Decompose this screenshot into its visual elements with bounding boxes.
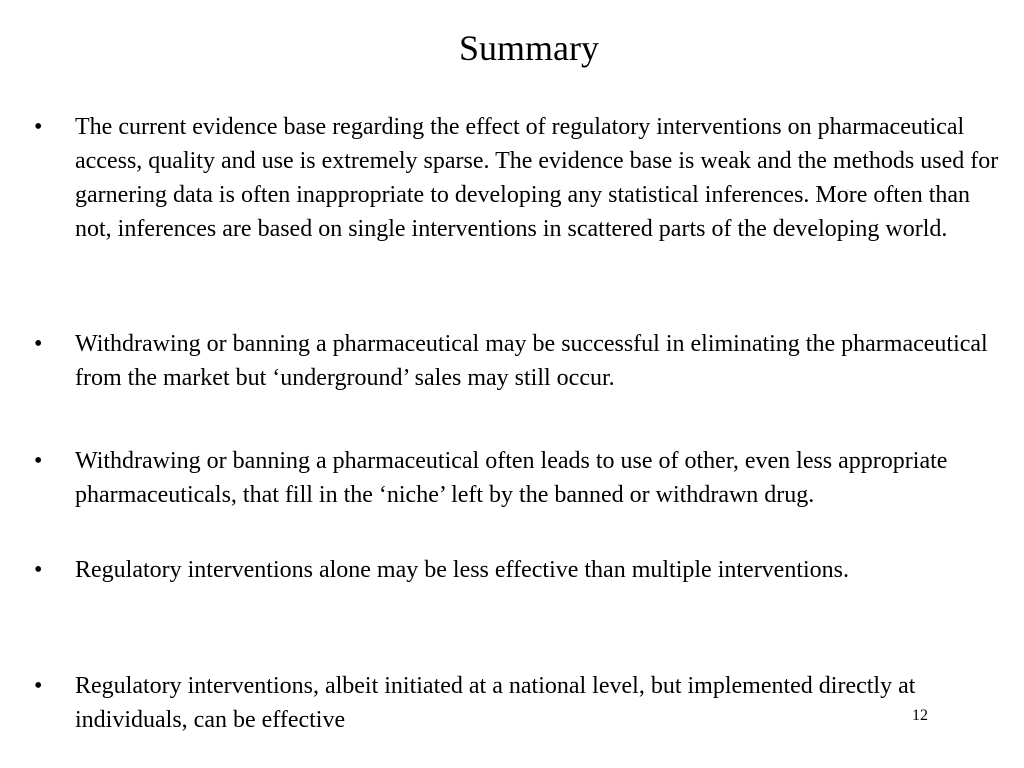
bullet-text: The current evidence base regarding the effect of regulatory interventions on pharmaceutical access, quality and use is extremely sparse. The evidence base is weak and the methods used for garnering data is often inappropriate to developing any statistical inferences. More often than not, inferences are based on single interventions in scattered parts of the developing world.	[75, 114, 999, 242]
bullet-icon: •	[34, 673, 43, 699]
bullet-icon: •	[34, 557, 43, 583]
bullet-icon: •	[34, 331, 43, 357]
bullet-text: Regulatory interventions alone may be less effective than multiple interventions.	[75, 557, 850, 583]
page-number: 12	[912, 707, 928, 724]
bullet-text: Regulatory interventions, albeit initiated at a national level, but implemented directly at individuals, can be effective	[75, 673, 916, 733]
bullet-text: Withdrawing or banning a pharmaceutical often leads to use of other, even less appropriate pharmaceuticals, that fill in the ‘niche’ left by the banned or withdrawn drug.	[75, 448, 948, 508]
bullet-icon: •	[34, 448, 43, 474]
bullet-text: Withdrawing or banning a pharmaceutical may be successful in eliminating the pharmaceutical from the market but ‘underground’ sales may still occur.	[75, 331, 988, 391]
slide-title: Summary	[459, 28, 599, 68]
bullet-icon: •	[34, 114, 43, 140]
